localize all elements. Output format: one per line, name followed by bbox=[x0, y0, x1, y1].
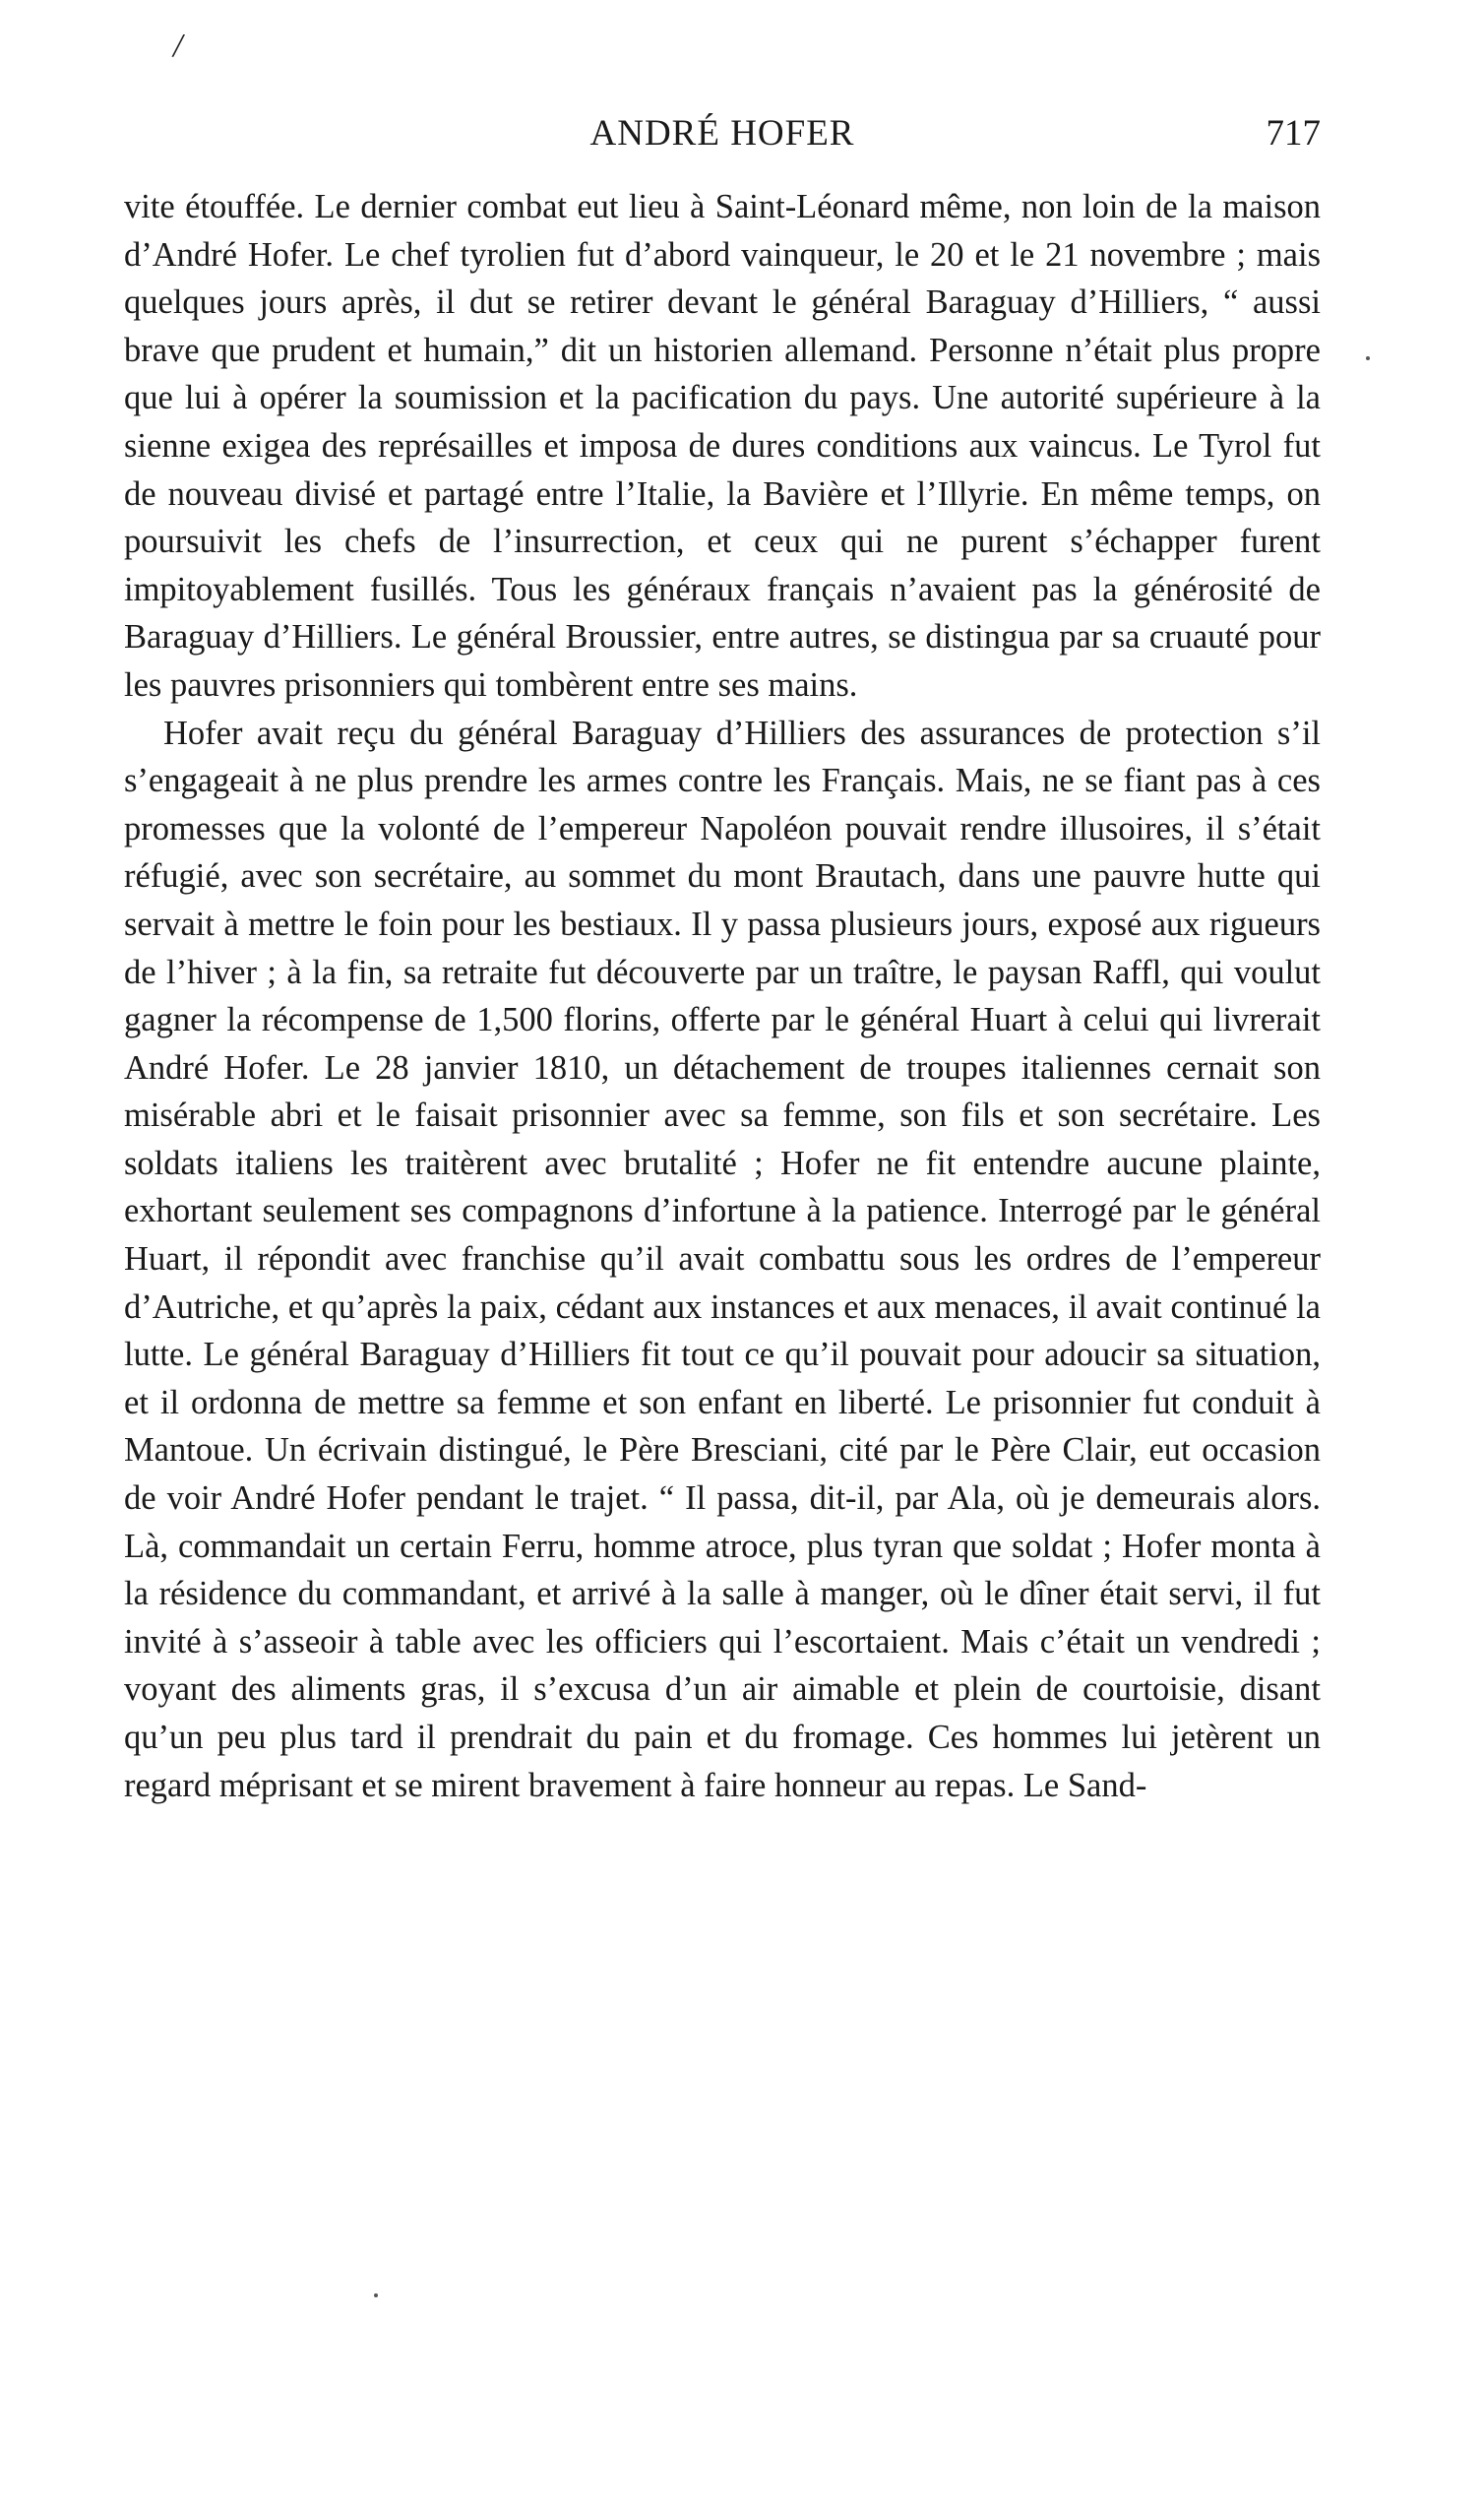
ink-speck bbox=[1366, 356, 1370, 360]
paragraph-1: vite étouffée. Le dernier combat eut lieu à Saint-Léonard même, non loin de la maison d’André Hofer. Le chef tyrolien fut d’abord vainqueur, le 20 et le 21 novembre ; mais quelques jours après, il dut se retirer devant le général Baraguay d’Hilliers, “ aussi brave que prudent et humain,” dit un historien allemand. Personne n’était plus propre que lui à opérer la soumission et la pacification du pays. Une autorité supérieure à la sienne exigea des représailles et imposa de dures conditions aux vaincus. Le Tyrol fut de nouveau divisé et partagé entre l’Italie, la Bavière et l’Illyrie. En même temps, on poursuivit les chefs de l’insurrection, et ceux qui ne purent s’échapper furent impitoyablement fusillés. Tous les généraux français n’avaient pas la générosité de Baraguay d’Hilliers. Le général Broussier, entre autres, se distingua par sa cruauté pour les pauvres prisonniers qui tombèrent entre ses mains. bbox=[124, 188, 1321, 704]
page-number: 717 bbox=[1266, 113, 1321, 154]
paragraph-2: Hofer avait reçu du général Baraguay d’Hilliers des assurances de protection s’il s’engageait à ne plus prendre les armes contre les Français. Mais, ne se fiant pas à ces promesses que la volonté de l’empereur Napoléon pouvait rendre illusoires, il s’était réfugié, avec son secrétaire, au sommet du mont Brautach, dans une pauvre hutte qui servait à mettre le foin pour les bestiaux. Il y passa plusieurs jours, exposé aux rigueurs de l’hiver ; à la fin, sa retraite fut découverte par un traître, le paysan Raffl, qui voulut gagner la récompense de 1,500 florins, offerte par le général Huart à celui qui livrerait André Hofer. Le 28 janvier 1810, un détachement de troupes italiennes cernait son misérable abri et le faisait prisonnier avec sa femme, son fils et son secrétaire. Les soldats italiens les traitèrent avec brutalité ; Hofer ne fit entendre aucune plainte, exhortant seulement ses compagnons d’infortune à la patience. Interrogé par le général Huart, il répondit avec franchise qu’il avait combattu sous les ordres de l’empereur d’Autriche, et qu’après la paix, cédant aux instances et aux menaces, il avait continué la lutte. Le général Baraguay d’Hilliers fit tout ce qu’il pouvait pour adoucir sa situation, et il ordonna de mettre sa femme et son enfant en liberté. Le prisonnier fut conduit à Mantoue. Un écrivain distingué, le Père Bresciani, cité par le Père Clair, eut occasion de voir André Hofer pendant le trajet. “ Il passa, dit-il, par Ala, où je demeurais alors. Là, commandait un certain Ferru, homme atroce, plus tyran que soldat ; Hofer monta à la résidence du commandant, et arrivé à la salle à manger, où le dîner était servi, il fut invité à s’asseoir à table avec les officiers qui l’escortaient. Mais c’était un vendredi ; voyant des aliments gras, il s’excusa d’un air aimable et plein de courtoisie, disant qu’un peu plus tard il prendrait du pain et du fromage. Ces hommes lui jetèrent un regard méprisant et se mirent bravement à faire honneur au repas. Le Sand- bbox=[124, 714, 1321, 1804]
corner-mark: / bbox=[173, 28, 183, 64]
body-text bbox=[124, 183, 1321, 1809]
running-title: ANDRÉ HOFER bbox=[589, 113, 855, 154]
page-header bbox=[124, 112, 1321, 165]
ink-speck bbox=[374, 2293, 378, 2297]
